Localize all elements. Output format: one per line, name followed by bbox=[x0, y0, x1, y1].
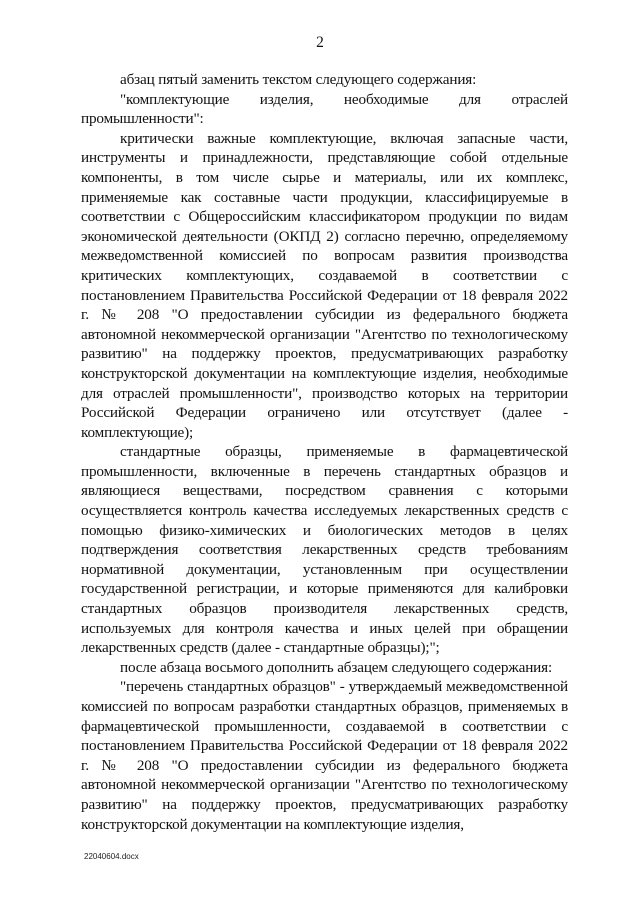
paragraph-5: после абзаца восьмого дополнить абзацем следующего содержания: bbox=[120, 658, 553, 676]
paragraph-4: стандартные образцы, применяемые в фармацевтической промышленности, включенные в перечень стандартных образцов и являющиеся веществами, посредством сравнения с которыми осуществляется контроль качества исследуемых лекарственных средств с помощью физико-химических и биологических методов в целях подтверждения соответствия лекарственных средств требованиям нормативной документации, установленным при осуществлении государственной регистрации, и которые применяются для калибровки стандартных образцов производителя лекарственных средств, используемых для контроля качества и иных целей при обращении лекарственных средств (далее - стандартные образцы);"; bbox=[81, 443, 568, 657]
page-number: 2 bbox=[316, 34, 324, 51]
paragraph-6: "перечень стандартных образцов" - утверждаемый межведомственной комиссией по вопросам разработки стандартных образцов, применяемых в фармацевтической промышленности, создаваемой в соответствии с постановлением Правительства Российской Федерации от 18 февраля 2022 г. № 208 "О предоставлении субсидии из федерального бюджета автономной некоммерческой организации "Агентство по технологическому развитию" на поддержку проектов, предусматривающих разработку конструкторской документации на комплектующие изделия, bbox=[81, 678, 568, 833]
document-body bbox=[81, 70, 568, 834]
footer-filename: 22040604.docx bbox=[84, 852, 139, 861]
paragraph-1: абзац пятый заменить текстом следующего содержания: bbox=[120, 71, 477, 88]
paragraph-2: "комплектующие изделия, необходимые для отраслей промышленности": bbox=[81, 90, 568, 128]
paragraph-3: критически важные комплектующие, включая запасные части, инструменты и принадлежности, представляющие собой отдельные компоненты, в том числе сырье и материалы, или их комплекс, применяемые как составные части продукции, классифицируемые в соответствии с Общероссийским классификатором продукции по видам экономической деятельности (ОКПД 2) согласно перечню, определяемому межведомственной комиссией по вопросам развития производства критических комплектующих, создаваемой в соответствии с постановлением Правительства Российской Федерации от 18 февраля 2022 г. № 208 "О предоставлении субсидии из федерального бюджета автономной некоммерческой организации "Агентство по технологическому развитию" на поддержку проектов, предусматривающих разработку конструкторской документации на комплектующие изделия, необходимые для отраслей промышленности", производство которых на территории Российской Федерации ограничено или отсутствует (далее - комплектующие); bbox=[81, 129, 568, 441]
